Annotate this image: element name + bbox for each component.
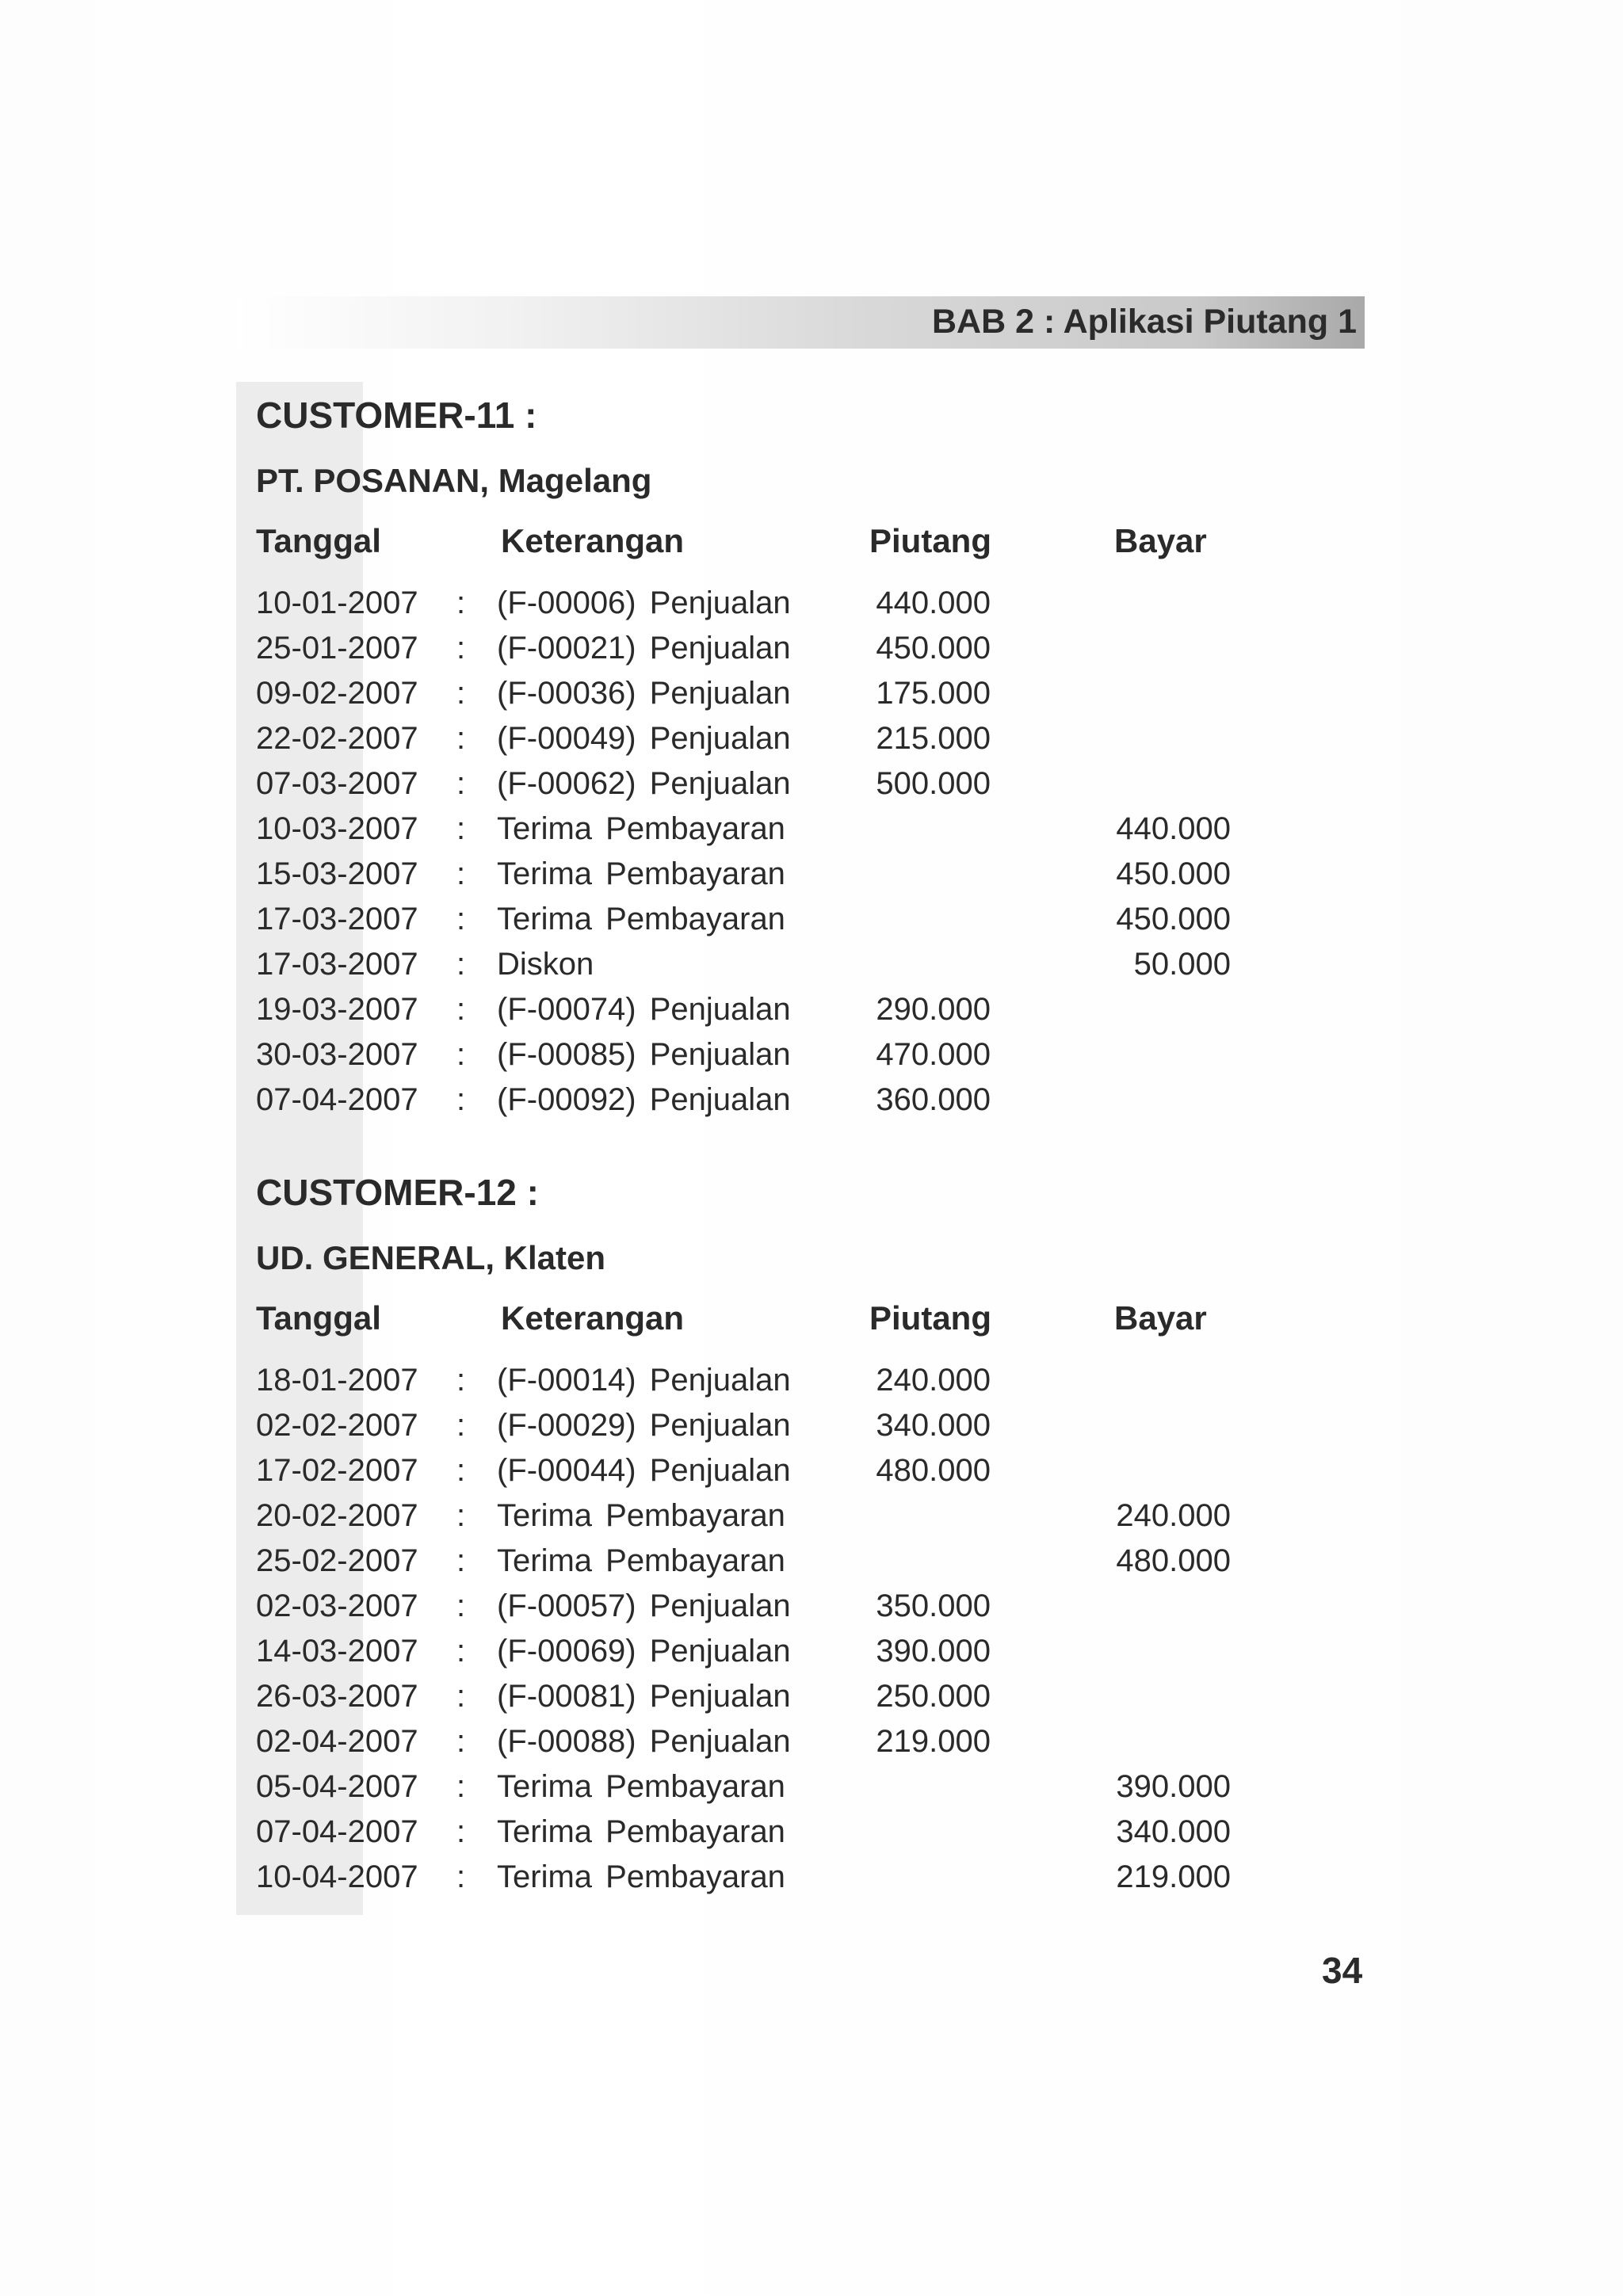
customer-name: PT. POSANAN, Magelang: [256, 462, 652, 499]
transaction-row: [0, 856, 1623, 902]
row-description: Terima Pembayaran: [497, 1769, 785, 1804]
row-separator: :: [456, 992, 466, 1027]
row-date: 05-04-2007: [256, 1769, 418, 1804]
row-description: Terima Pembayaran: [497, 1859, 785, 1894]
column-header-description: Keterangan: [501, 1299, 685, 1337]
row-piutang: 219.000: [876, 1724, 991, 1759]
row-bayar: 50.000: [1133, 947, 1231, 982]
row-separator: :: [456, 856, 466, 891]
row-description: Diskon: [497, 947, 594, 982]
row-piutang: 215.000: [876, 721, 991, 756]
row-separator: :: [456, 585, 466, 620]
row-piutang: 290.000: [876, 992, 991, 1027]
customer-title: CUSTOMER-11 :: [256, 395, 537, 436]
row-date: 02-04-2007: [256, 1724, 418, 1759]
row-date: 02-03-2007: [256, 1589, 418, 1623]
row-description: (F-00044) Penjualan: [497, 1453, 791, 1488]
row-description: (F-00029) Penjualan: [497, 1408, 791, 1443]
row-piutang: 450.000: [876, 631, 991, 666]
row-description: (F-00092) Penjualan: [497, 1082, 791, 1117]
row-bayar: 480.000: [1116, 1543, 1231, 1578]
row-date: 17-03-2007: [256, 902, 418, 936]
row-separator: :: [456, 902, 466, 936]
row-separator: :: [456, 766, 466, 801]
row-separator: :: [456, 1498, 466, 1533]
row-separator: :: [456, 1859, 466, 1894]
transaction-row: [0, 1769, 1623, 1814]
transaction-row: [0, 992, 1623, 1037]
transaction-row: [0, 1082, 1623, 1127]
row-description: (F-00014) Penjualan: [497, 1363, 791, 1398]
transaction-row: [0, 947, 1623, 992]
row-separator: :: [456, 1769, 466, 1804]
row-bayar: 340.000: [1116, 1814, 1231, 1849]
row-piutang: 360.000: [876, 1082, 991, 1117]
row-separator: :: [456, 721, 466, 756]
row-date: 25-01-2007: [256, 631, 418, 666]
customer-title: CUSTOMER-12 :: [256, 1172, 539, 1213]
row-bayar: 219.000: [1116, 1859, 1231, 1894]
transaction-row: [0, 766, 1623, 811]
row-piutang: 480.000: [876, 1453, 991, 1488]
row-date: 10-04-2007: [256, 1859, 418, 1894]
row-separator: :: [456, 631, 466, 666]
row-separator: :: [456, 1634, 466, 1669]
row-description: (F-00069) Penjualan: [497, 1634, 791, 1669]
row-separator: :: [456, 1679, 466, 1714]
transaction-row: [0, 811, 1623, 856]
row-description: Terima Pembayaran: [497, 902, 785, 936]
row-piutang: 250.000: [876, 1679, 991, 1714]
row-bayar: 450.000: [1116, 856, 1231, 891]
row-separator: :: [456, 1814, 466, 1849]
transaction-list: [0, 1363, 1623, 1905]
row-piutang: 390.000: [876, 1634, 991, 1669]
row-date: 25-02-2007: [256, 1543, 418, 1578]
row-description: (F-00057) Penjualan: [497, 1589, 791, 1623]
column-header-piutang: Piutang: [869, 1299, 991, 1337]
column-header-description: Keterangan: [501, 522, 685, 559]
row-separator: :: [456, 1724, 466, 1759]
customer-name: UD. GENERAL, Klaten: [256, 1239, 606, 1276]
row-separator: :: [456, 1363, 466, 1398]
transaction-row: [0, 1408, 1623, 1453]
column-header-date: Tanggal: [256, 1299, 381, 1337]
row-bayar: 450.000: [1116, 902, 1231, 936]
row-description: Terima Pembayaran: [497, 856, 785, 891]
transaction-row: [0, 1037, 1623, 1082]
row-date: 30-03-2007: [256, 1037, 418, 1072]
page-number: 34: [1322, 1950, 1363, 1991]
row-separator: :: [456, 1037, 466, 1072]
transaction-row: [0, 1634, 1623, 1679]
row-separator: :: [456, 1453, 466, 1488]
transaction-row: [0, 721, 1623, 766]
row-piutang: 340.000: [876, 1408, 991, 1443]
row-bayar: 440.000: [1116, 811, 1231, 846]
row-piutang: 440.000: [876, 585, 991, 620]
row-description: (F-00081) Penjualan: [497, 1679, 791, 1714]
transaction-row: [0, 585, 1623, 631]
row-description: Terima Pembayaran: [497, 1543, 785, 1578]
row-date: 20-02-2007: [256, 1498, 418, 1533]
row-date: 07-04-2007: [256, 1082, 418, 1117]
row-description: (F-00049) Penjualan: [497, 721, 791, 756]
column-header-bayar: Bayar: [1114, 522, 1207, 559]
row-description: (F-00006) Penjualan: [497, 585, 791, 620]
row-date: 17-03-2007: [256, 947, 418, 982]
row-date: 10-01-2007: [256, 585, 418, 620]
row-description: Terima Pembayaran: [497, 1498, 785, 1533]
row-description: (F-00021) Penjualan: [497, 631, 791, 666]
transaction-row: [0, 676, 1623, 721]
transaction-row: [0, 1453, 1623, 1498]
row-description: Terima Pembayaran: [497, 811, 785, 846]
transaction-row: [0, 1543, 1623, 1589]
row-date: 02-02-2007: [256, 1408, 418, 1443]
row-date: 14-03-2007: [256, 1634, 418, 1669]
row-date: 18-01-2007: [256, 1363, 418, 1398]
row-separator: :: [456, 676, 466, 711]
transaction-row: [0, 1859, 1623, 1905]
row-separator: :: [456, 947, 466, 982]
row-date: 22-02-2007: [256, 721, 418, 756]
row-description: (F-00088) Penjualan: [497, 1724, 791, 1759]
row-date: 10-03-2007: [256, 811, 418, 846]
row-piutang: 175.000: [876, 676, 991, 711]
row-description: (F-00085) Penjualan: [497, 1037, 791, 1072]
row-description: (F-00074) Penjualan: [497, 992, 791, 1027]
chapter-title: BAB 2 : Aplikasi Piutang 1: [931, 303, 1357, 341]
row-date: 15-03-2007: [256, 856, 418, 891]
row-piutang: 500.000: [876, 766, 991, 801]
row-separator: :: [456, 1082, 466, 1117]
transaction-row: [0, 1498, 1623, 1543]
transaction-row: [0, 902, 1623, 947]
row-date: 19-03-2007: [256, 992, 418, 1027]
row-separator: :: [456, 811, 466, 846]
row-separator: :: [456, 1408, 466, 1443]
column-header-date: Tanggal: [256, 522, 381, 559]
row-piutang: 240.000: [876, 1363, 991, 1398]
row-date: 07-03-2007: [256, 766, 418, 801]
transaction-row: [0, 1589, 1623, 1634]
transaction-row: [0, 631, 1623, 676]
row-date: 26-03-2007: [256, 1679, 418, 1714]
row-description: (F-00036) Penjualan: [497, 676, 791, 711]
row-date: 09-02-2007: [256, 676, 418, 711]
transaction-list: [0, 585, 1623, 1127]
row-piutang: 470.000: [876, 1037, 991, 1072]
row-separator: :: [456, 1589, 466, 1623]
transaction-row: [0, 1724, 1623, 1769]
row-date: 07-04-2007: [256, 1814, 418, 1849]
column-header-piutang: Piutang: [869, 522, 991, 559]
row-bayar: 390.000: [1116, 1769, 1231, 1804]
transaction-row: [0, 1363, 1623, 1408]
row-separator: :: [456, 1543, 466, 1578]
row-piutang: 350.000: [876, 1589, 991, 1623]
column-header-bayar: Bayar: [1114, 1299, 1207, 1337]
transaction-row: [0, 1679, 1623, 1724]
row-description: (F-00062) Penjualan: [497, 766, 791, 801]
row-date: 17-02-2007: [256, 1453, 418, 1488]
row-description: Terima Pembayaran: [497, 1814, 785, 1849]
transaction-row: [0, 1814, 1623, 1859]
row-bayar: 240.000: [1116, 1498, 1231, 1533]
